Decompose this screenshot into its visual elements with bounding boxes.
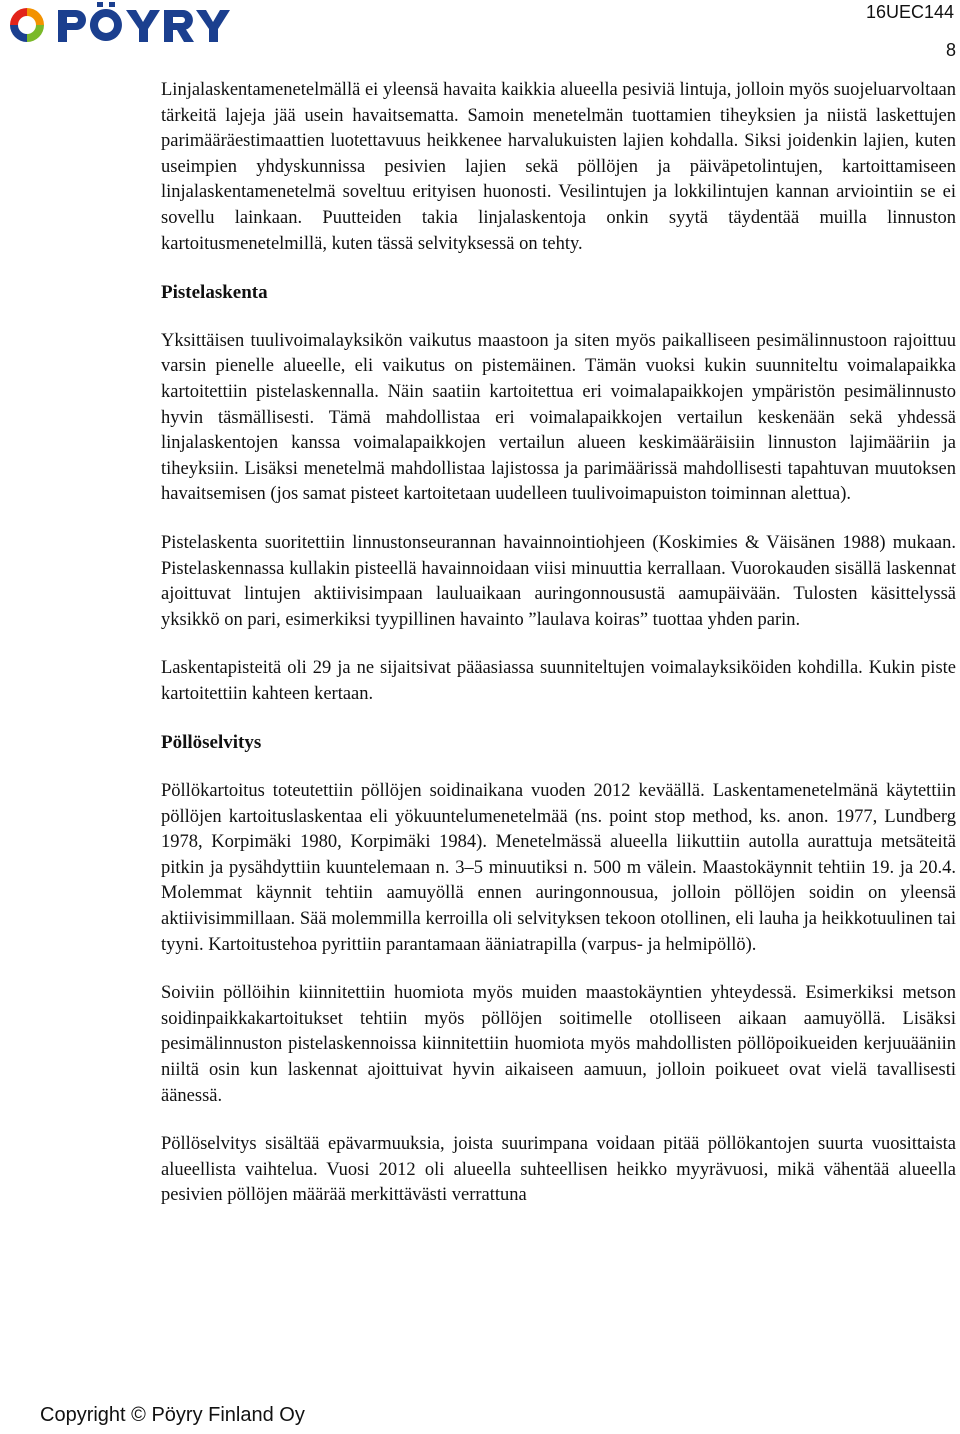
section-heading-polloselvitys: Pöllöselvitys [161, 732, 262, 754]
page-number: 8 [945, 40, 956, 60]
paragraph: Pöllökartoitus toteutettiin pöllöjen soidinaikana vuoden 2012 keväällä. Laskentamenetelmänä käytettiin pöllöjen kartoituslaskentaa eli yökuuntelumenetelmää (ns. point stop method, ks. anon. 1977, Lundberg 1978, Korpimäki 1980, Korpimäki 1984). Menetelmässä alueella liikuttiin autolla aurattuja metsäteitä pitkin ja pysähdyttiin kuuntelemaan n. 3–5 minuutiksi n. 500 m välein. Maastokäynnit tehtiin 19. ja 20.4. Molemmat käynnit tehtiin aamuyöllä ennen auringonnousua, jolloin pöllöjen soidin on yleensä aktiivisimmillaan. Sää molemmilla kerroilla oli selvityksen tekoon otollinen, eli lauha ja heikkotuulinen tai tyyni. Kartoitustehoa pyrittiin parantamaan ääniatrapilla (varpus- ja helmipöllö). [161, 781, 956, 955]
paragraph: Linjalaskentamenetelmällä ei yleensä havaita kaikkia alueella pesiviä lintuja, jolloin myös suojeluarvoltaan tärkeitä lajeja jää usein havaitsematta. Samoin menetelmän tuottamien tiheyksien ja niistä laskettujen parimääräestimaattien luotettavuus heikkenee harvalukuisten lajien kohdalla. Siksi joidenkin lajien, kuten useimpien yhdyskunnissa pesivien lajien sekä pöllöjen ja päiväpetolintujen, kartoittamiseen linjalaskentamenetelmä soveltuu erityisen huonosti. Vesilintujen ja lokkilintujen kannan arviointiin se ei sovellu lainkaan. Puutteiden takia linjalaskentoja onkin syytä täydentää muilla linnuston kartoitusmenetelmillä, kuten tässä selvityksessä on tehty. [161, 80, 956, 254]
paragraph: Soiviin pöllöihin kiinnitettiin huomiota myös muiden maastokäyntien yhteydessä. Esimerkiksi metson soidinpaikkakartoitukset tehtiin myös pöllöjen soitimelle otolliseen aikaan aamuyöllä. Lisäksi pesimälinnuston pistelaskennoissa kiinnitettiin huomiota myös mahdollisten pöllöpoikueiden kerjuuääniin niiltä osin kun laskennat ajoittuivat hyvin aikaiseen aamuun, jolloin poikueet ovat vielä tavallisesti äänessä. [161, 983, 956, 1106]
copyright-footer: Copyright © Pöyry Finland Oy [40, 1404, 305, 1426]
paragraph: Yksittäisen tuulivoimalayksikön vaikutus maastoon ja siten myös paikalliseen pesimälinnustoon rajoittuu varsin pienelle alueelle, eli vaikutus on pistemäinen. Tämän vuoksi kukin suunniteltu voimalapaikka kartoitettiin pistelaskennalla. Näin saatiin kartoitettua eri voimalapaikkojen ympäristön pesimälinnusto hyvin täsmällisesti. Tämä mahdollistaa eri voimalapaikkojen vertailun keskenään sekä yhdessä linjalaskentojen kanssa voimalapaikkojen vertailun alueen keskimääräisiin linnuston lajimääriin ja tiheyksiin. Lisäksi menetelmä mahdollistaa lajistossa ja parimäärissä mahdollisesti tapahtuvan muutoksen havaitsemisen (jos samat pisteet kartoitetaan uudelleen tuulivoimapuiston toiminnan alettua). [161, 330, 956, 505]
logo-wordmark [58, 2, 230, 42]
paragraph: Pistelaskenta suoritettiin linnustonseurannan havainnointiohjeen (Koskimies & Väisänen 1988) mukaan. Pistelaskennassa kullakin pisteellä havainnoidaan viisi minuuttia kerrallaan. Vuorokauden sisällä laskennat ajoittuvat lintujen aktiivisimpaan lauluaikaan auringonnousustä aamupäivään. Tulosten käsittelyssä yksikkö on pari, esimerkiksi tyypillinen havainto ”laulava koiras” tuottaa yhden parin. [161, 532, 956, 630]
logo-emblem-icon [10, 8, 44, 42]
document-body [161, 78, 956, 1209]
paragraph: Pöllöselvitys sisältää epävarmuuksia, joista suurimpana voidaan pitää pöllökantojen suurta vuosittaista alueellista vaihtelua. Vuosi 2012 oli alueella suhteellisen heikko myyrävuosi, mikä vähentää alueella pesivien pöllöjen määrää merkittävästi verrattuna [161, 1134, 956, 1206]
paragraph: Laskentapisteitä oli 29 ja ne sijaitsivat pääasiassa suunniteltujen voimalayksiköiden kohdilla. Kukin piste kartoitettiin kahteen kertaan. [161, 658, 956, 704]
poyry-logo [4, 2, 250, 48]
section-heading-pistelaskenta: Pistelaskenta [161, 282, 268, 304]
document-code: 16UEC144 [865, 2, 954, 22]
page-header [0, 0, 960, 60]
